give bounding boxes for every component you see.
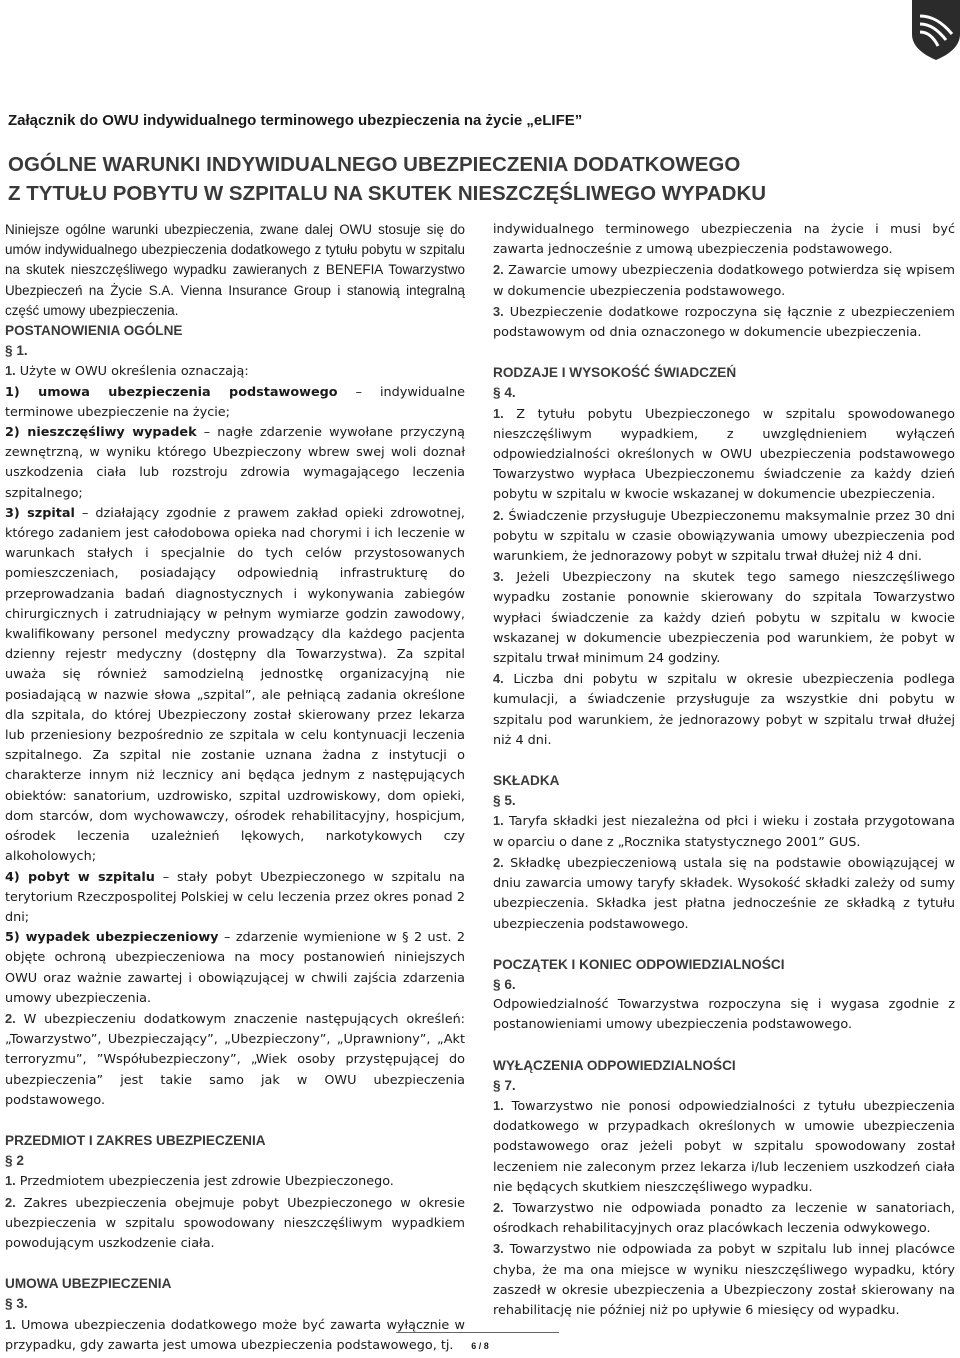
clause-text: Jeżeli Ubezpieczony na skutek tego samego nieszczęśliwego wypadku zostanie ponownie skierowany do szpitala Towarzystwo wypłaci świadczenie za każdy dzień pobytu w szpitalu w kwocie wskazanej w dokumencie ubezpieczenia pod warunkiem, że pobyt w szpitalu trwał minimum 24 godziny.	[493, 570, 955, 667]
clause-text: Świadczenie przysługuje Ubezpieczonemu maksymalnie przez 30 dni pobytu w szpitalu w czasie obowiązywania umowy ubezpieczenia pod warunkiem, że jednorazowy pobyt w szpitalu trwał dłużej niż 4 dni.	[493, 508, 955, 565]
definition-1	[5, 383, 465, 423]
clause-number: 1.	[493, 1097, 504, 1113]
definition-2	[5, 423, 465, 504]
clause-number: 2.	[493, 262, 504, 278]
page-number: 6 / 8	[471, 1341, 489, 1351]
definition-text: – zdarzenie wymienione w § 2 ust. 2 objęte ochroną ubezpieczeniowa na mocy postanowień niniejszych OWU oraz ważnie zawartej i obowiązującej w chwili zajścia zdarzenia umowy ubezpieczenia.	[5, 930, 465, 1006]
clause-3-3	[493, 302, 955, 343]
paragraph-mark-1: § 1.	[5, 343, 28, 359]
definition-term: 4) pobyt w szpitalu	[5, 869, 155, 885]
section-heading-scope: PRZEDMIOT I ZAKRES UBEZPIECZENIA	[5, 1132, 266, 1148]
clause-4-4	[493, 669, 955, 751]
definition-4	[5, 868, 465, 929]
section-heading-benefits: RODZAJE I WYSOKOŚĆ ŚWIADCZEŃ	[493, 365, 737, 381]
clause-5-2	[493, 853, 955, 935]
clause-number: 1.	[493, 405, 504, 421]
clause-text: Ubezpieczenie dodatkowe rozpoczyna się łącznie z ubezpieczeniem podstawowym od dnia oznaczonego w dokumencie ubezpieczenia.	[493, 304, 955, 341]
clause-number: 1.	[5, 1316, 16, 1332]
paragraph-mark-5: § 5.	[493, 793, 516, 809]
definition-5	[5, 928, 465, 1009]
clause-7-1	[493, 1096, 955, 1198]
clause-number: 2.	[493, 507, 504, 523]
paragraph-mark-3: § 3.	[5, 1296, 28, 1312]
clause-text: Z tytułu pobytu Ubezpieczonego w szpitalu spowodowanego nieszczęśliwym wypadkiem, z uwzględnieniem wyłączeń odpowiedzialności określonych w OWU ubezpieczenia podstawowego Towarzystwo wypłaca Ubezpieczonemu świadczenie za każdy dzień pobytu w szpitalu w kwocie wskazanej w dokumencie ubezpieczenia.	[493, 406, 955, 503]
title-line-2: Z TYTUŁU POBYTU W SZPITALU NA SKUTEK NIESZCZĘŚLIWEGO WYPADKU	[8, 182, 767, 205]
clause-number: 2.	[493, 854, 504, 870]
section-heading-premium: SKŁADKA	[493, 773, 560, 789]
definition-term: 2) nieszczęśliwy wypadek	[5, 425, 197, 441]
clause-3-2	[493, 260, 955, 301]
section-heading-contract: UMOWA UBEZPIECZENIA	[5, 1276, 172, 1292]
clause-text: W ubezpieczeniu dodatkowym znaczenie następujących określeń: „Towarzystwo”, Ubezpieczający”, „Ubezpieczony”, „Uprawniony”, „Akt terroryzmu”, ”Współubezpieczony”, „Wiek osoby przystępującej do ubezpieczenia” jest takie samo jak w OWU ubezpieczenia podstawowego.	[5, 1011, 465, 1108]
definition-term: 3) szpital	[5, 505, 75, 521]
clause-4-3	[493, 567, 955, 669]
clause-5-1	[493, 811, 955, 852]
clause-text: Towarzystwo nie odpowiada ponadto za leczenie w sanatoriach, ośrodkach rehabilitacyjnych oraz placówkach leczenia odwykowego.	[493, 1200, 955, 1237]
clause-number: 3.	[493, 303, 504, 319]
paragraph-mark-6: § 6.	[493, 976, 516, 992]
clause-7-2	[493, 1198, 955, 1239]
clause-4-2	[493, 506, 955, 568]
clause-text: Liczba dni pobytu w szpitalu w okresie ubezpieczenia podlega kumulacji, a świadczenie przysługuje za wszystkie dni pobytu w szpitalu pod warunkiem, że jednorazowy pobyt w szpitalu trwał dłużej niż 4 dni.	[493, 672, 955, 748]
right-column	[493, 220, 955, 1321]
definition-text: – działający zgodnie z prawem zakład opieki zdrowotnej, którego zadaniem jest całodobowa opieka nad chorymi i ich leczenie w warunkach stałych i specjalnie do tych celów przystosowanych pomieszczeniach, posiadający odpowiednią infrastrukturę do przeprowadzania badań diagnostycznych i wykonywania zabiegów chirurgicznych i zatrudniający w pełnym wymiarze godzin zawodowy, kwalifikowany personel medyczny prowadzący dla każdego pacjenta dzienny rejestr medyczny (dostępny dla Towarzystwa). Za szpital uważa się również samodzielną jednostkę organizacyjną nie posiadającą w nazwie słowa „szpital”, ale pełniącą zadania określone dla szpitala, do której Ubezpieczony został skierowany przez lekarza lub przeniesiony bezpośrednio ze szpitala w celu kontynuacji leczenia szpitalnego. Za szpital nie zostanie uznana żadna z instytucji o charakterze innym niż lecznicy ani będąca jednym z następujących obiektów: sanatorium, uzdrowisko, szpital uzdrowiskowy, dom opieki, dom starców, dom wychowawczy, ośrodek rehabilitacyjny, hospicjum, ośrodek leczenia uzależnień lękowych, narkotykowych czy alkoholowych;	[5, 505, 465, 865]
clause-7-3	[493, 1239, 955, 1321]
paragraph-mark-7: § 7.	[493, 1077, 516, 1093]
document-title	[8, 150, 953, 208]
clause-number: 1.	[5, 363, 16, 379]
clause-text: Umowa ubezpieczenia dodatkowego może być zawarta wyłącznie w przypadku, gdy zawarta jest umowa ubezpieczenia podstawowego, tj.	[5, 1317, 465, 1353]
clause-text: Zakres ubezpieczenia obejmuje pobyt Ubezpieczonego w okresie ubezpieczenia w szpitalu spowodowany nieszczęśliwym wypadkiem powodującym uszkodzenie ciała.	[5, 1195, 465, 1251]
clause-1-1	[5, 361, 465, 382]
paragraph-mark-4: § 4.	[493, 385, 516, 401]
section-heading-general: POSTANOWIENIA OGÓLNE	[5, 323, 183, 339]
definition-text: – indywidualne terminowe ubezpieczenie na życie;	[5, 384, 465, 420]
clause-text: Składkę ubezpieczeniową ustala się na podstawie obowiązującej w dniu zawarcia umowy taryfy składek. Wysokość składki zależy od sumy ubezpieczenia. Składka jest płatna jednocześnie ze składką z tytułu ubezpieczenia podstawowego.	[493, 855, 955, 932]
section-heading-exclusions: WYŁĄCZENIA ODPOWIEDZIALNOŚCI	[493, 1057, 736, 1073]
title-line-1: OGÓLNE WARUNKI INDYWIDUALNEGO UBEZPIECZENIA DODATKOWEGO	[8, 153, 741, 176]
footer-divider	[396, 1332, 559, 1333]
definition-text: – nagłe zdarzenie wywołane przyczyną zewnętrzną, w wyniku którego Ubezpieczony wbrew swej woli doznał uszkodzenia ciała lub rozstroju zdrowia wymagającego leczenia szpitalnego;	[5, 425, 466, 501]
clause-text: Użyte w OWU określenia oznaczają:	[19, 364, 249, 380]
clause-1-2	[5, 1009, 465, 1111]
paragraph-mark-2: § 2	[5, 1153, 24, 1169]
definition-term: 5) wypadek ubezpieczeniowy	[5, 930, 219, 946]
clause-number: 2.	[5, 1194, 16, 1210]
clause-number: 2.	[5, 1010, 16, 1026]
definition-text: – stały pobyt Ubezpieczonego w szpitalu na terytorium Rzeczpospolitej Polskiej w celu leczenia przez okres ponad 2 dni;	[5, 869, 465, 925]
clause-number: 2.	[493, 1199, 504, 1215]
clause-text: Towarzystwo nie ponosi odpowiedzialności z tytułu ubezpieczenia dodatkowego w przypadkach określonych w umowie ubezpieczenia podstawowego oraz jeżeli pobyt w szpitalu spowodowany został leczeniem nie zaleconym przez lekarza i/lub leczeniem uszkodzeń ciała nie będących skutkiem nieszczęśliwego wypadku.	[493, 1098, 955, 1195]
definition-term: 1) umowa ubezpieczenia podstawowego	[5, 384, 338, 400]
clause-text: Taryfa składki jest niezależna od płci i wieku i została przygotowana w oparciu o dane z „Rocznika statystycznego 2001” GUS.	[493, 814, 955, 850]
clause-number: 4.	[493, 671, 504, 687]
clause-4-1	[493, 404, 955, 506]
clause-3-1-continued: indywidualnego terminowego ubezpieczenia na życie i musi być zawarta jednocześnie z umową ubezpieczenia podstawowego.	[493, 222, 955, 258]
definition-3	[5, 504, 465, 868]
clause-number: 1.	[493, 813, 504, 829]
clause-text: Towarzystwo nie odpowiada za pobyt w szpitalu lub innej placówce chyba, że ma ona miejsce w wyniku nieszczęśliwego wypadku, który zaszedł w okresie ubezpieczenia a Ubezpieczony został skierowany na rehabilitację nie później niż po upływie 6 miesięcy od wypadku.	[493, 1242, 955, 1318]
clause-number: 1.	[5, 1173, 16, 1189]
intro-paragraph: Niniejsze ogólne warunki ubezpieczenia, zwane dalej OWU stosuje się do umów indywidualnego ubezpieczenia dodatkowego z tytułu pobytu w szpitalu na skutek nieszczęśliwego wypadku zawieranych z BENEFIA Towarzystwo Ubezpieczeń na Życie S.A. Vienna Insurance Group i stanowią integralną część umowy ubezpieczenia.	[5, 222, 465, 318]
shield-logo-icon	[908, 0, 960, 60]
clause-6: Odpowiedzialność Towarzystwa rozpoczyna się i wygasa zgodnie z postanowieniami umowy ubezpieczenia podstawowego.	[493, 997, 955, 1033]
clause-2-1	[5, 1171, 465, 1192]
clause-number: 3.	[493, 569, 504, 585]
annex-heading: Załącznik do OWU indywidualnego terminowego ubezpieczenia na życie „eLIFE”	[8, 112, 583, 129]
clause-text: Zawarcie umowy ubezpieczenia dodatkowego potwierdza się wpisem w dokumencie ubezpieczenia podstawowego.	[493, 263, 955, 299]
section-heading-liability-period: POCZĄTEK I KONIEC ODPOWIEDZIALNOŚCI	[493, 956, 785, 972]
left-column	[5, 220, 465, 1356]
clause-text: Przedmiotem ubezpieczenia jest zdrowie Ubezpieczonego.	[19, 1174, 394, 1190]
clause-number: 3.	[493, 1241, 504, 1257]
clause-2-2	[5, 1193, 465, 1255]
